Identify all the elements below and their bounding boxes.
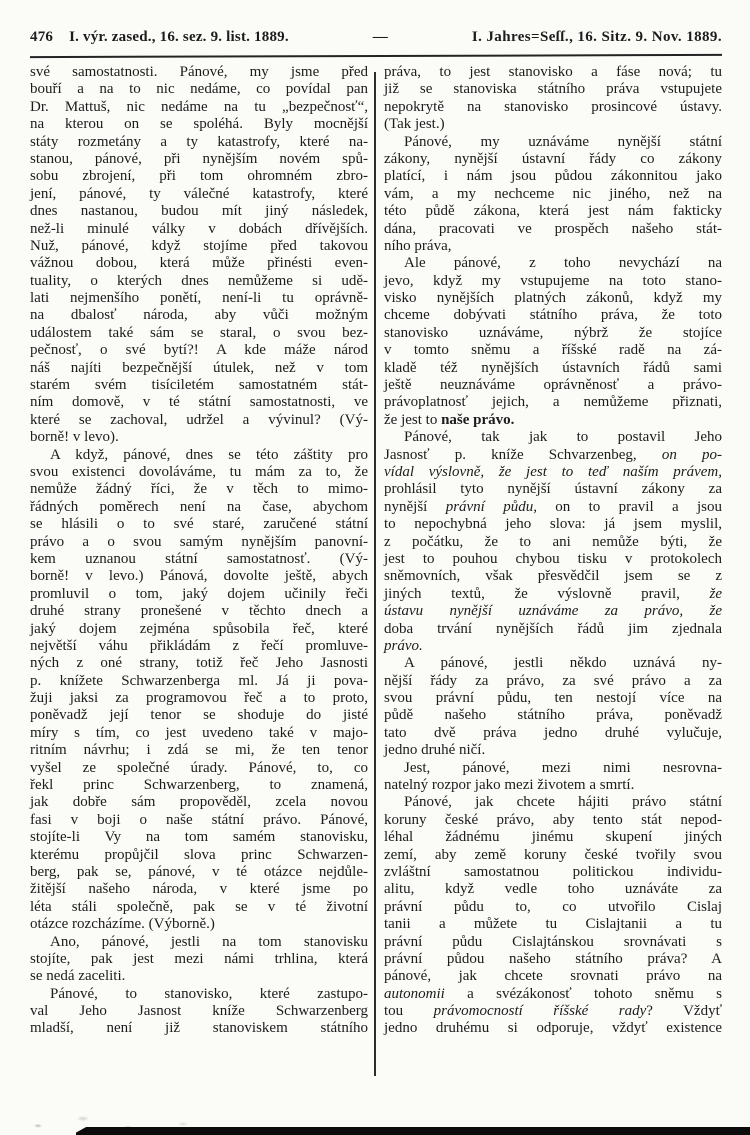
- text-line: borně! v levo.) Pánová, dovolte ještě, abych: [30, 568, 368, 585]
- text-line: právní půdu Cislajtánskou srovnávati s: [384, 933, 722, 950]
- paragraph: [30, 934, 368, 986]
- text-line: této půdě zákona, která jest nám fakticky: [384, 203, 722, 220]
- text-line: tato dvě práva jedno druhé vylučuje,: [384, 724, 722, 741]
- text-line: ústavu nynější uznáváme za právo, že: [384, 603, 722, 620]
- header-czech: I. výr. zased., 16. sez. 9. list. 1889.: [69, 29, 289, 45]
- text-line: ním domově, v té státní samostatnosti, ve: [30, 394, 368, 411]
- text-line: A když, pánové, dnes se této záštity pro: [50, 446, 368, 463]
- text-line: stojíte, pak jest mezi námi trhlina, která: [30, 950, 368, 967]
- text-line: náš najíti bezpečnější útulek, než v tom: [30, 359, 368, 376]
- text-line: se hlásili o to své staré, zaručené státní: [30, 516, 368, 533]
- text-line: Pánové, jak chcete hájiti právo státní: [404, 794, 722, 811]
- text-line: stojíte-li Vy na tom samém stanovisku,: [30, 829, 368, 846]
- text-line: ještě neuznáváme oprávněnosť a právo-: [384, 377, 722, 394]
- text-line: jak dobře sám propověděl, zcela novou: [30, 794, 368, 811]
- text-line: lati nejmenšího ponětí, není-li tu oprávně-: [30, 290, 368, 307]
- paragraph: [384, 255, 722, 429]
- text-line: jedno druhé ničí.: [384, 742, 486, 759]
- text-line: starém svém tisíciletém samostatném stát-: [30, 377, 368, 394]
- text-line: zákony, nynější ústavní řády co zákony: [384, 150, 722, 167]
- text-line: než-li minulé války v dobách dřívějších.: [30, 220, 368, 237]
- text-line: Pánové, my uznáváme nynější státní: [404, 133, 722, 150]
- text-line: v tomto sněmu a říšské radě na zá-: [384, 342, 722, 359]
- text-line: Nuž, pánové, když stojíme před takovou: [30, 237, 368, 254]
- text-line: řádných poměrech není na čase, abychom: [30, 498, 368, 515]
- text-line: vyšel ze společné úrady. Pánové, to, co: [30, 759, 368, 776]
- text-line: vám, a my nechceme nic jiného, než na: [384, 185, 722, 202]
- text-line: nepokrytě na stanovisko prosincové ústavy.: [384, 98, 722, 115]
- text-line: alitu, když vedle toho uznáváte za: [384, 881, 722, 898]
- text-line: A pánové, jestli někdo uznává ny-: [404, 655, 722, 672]
- text-line: státy rozmetány a ty katastrofy, které na-: [30, 133, 368, 150]
- text-line: Dr. Mattuš, nic nedáme na tu „bezpečnosť“,: [30, 98, 368, 115]
- text-line: tuality, o kterých dnes nemůžeme si udě-: [30, 272, 368, 289]
- text-line: doba trvání nynějších řádů jim zjednala: [384, 620, 722, 637]
- column-left: [30, 64, 368, 1038]
- text-line: platící, i nám jsou půdou zákonnitou jako: [384, 168, 722, 185]
- text-line: pečnosť, o své bytí?! A kde máže národ: [30, 342, 368, 359]
- text-line: ritním návrhu; i zdá se mi, že ten tenor: [30, 742, 368, 759]
- text-line: p. knížete Schwarzenberga ml. Já ji pova-: [30, 672, 368, 689]
- scan-edge-artifact: [76, 1127, 750, 1135]
- text-line: Ano, pánové, jestli na tom stanovisku: [50, 933, 368, 950]
- paragraph: [384, 64, 722, 134]
- text-line: právo a o svou samým nynějším panovní-: [30, 533, 368, 550]
- paragraph: [384, 760, 722, 795]
- text-line: borně! v levo).: [30, 429, 119, 446]
- header-rule: [30, 54, 722, 58]
- text-line: Pánové, tak jak to postavil Jeho: [404, 429, 722, 446]
- text-line: žuji jaksi za programovou řeč a to proto,: [30, 690, 368, 707]
- paragraph: [30, 447, 368, 934]
- text-line: chceme dobývati státního práva, že toto: [384, 307, 722, 324]
- text-line: které se zachoval, udržel a vývinul? (Vý-: [30, 411, 368, 428]
- text-line: berg, pak se, pánové, v té otázce nejdůle-: [30, 863, 368, 880]
- text-line: natelný rozpor jako mezi životem a smrtí.: [384, 777, 635, 794]
- text-line: koruny české právo, aby tento stát nepod-: [384, 811, 722, 828]
- text-line: poněvadž její tenor se shoduje do jisté: [30, 707, 368, 724]
- text-line: půdě našeho státního práva, poněvadž: [384, 707, 722, 724]
- text-line: že jest to naše právo.: [384, 411, 515, 428]
- text-line: největší váhu přikládám z řečí promluve-: [30, 637, 368, 654]
- text-line: léhal žádnému jinému skupení jiných: [384, 829, 722, 846]
- column-divider: [374, 72, 376, 1076]
- text-line: to nepochybná jeho slova: já jsem myslil,: [384, 516, 722, 533]
- text-line: dána, pracovati ve prospěch našeho stát-: [384, 220, 722, 237]
- text-line: svou právní půdu, ten nestojí více na: [384, 690, 722, 707]
- text-line: bouří a na to nic nedáme, co povídal pan: [30, 81, 368, 98]
- text-line: na kterou on se spoléhá. Byly mocnější: [30, 116, 368, 133]
- text-line: své samostatnosti. Pánové, my jsme před: [30, 64, 368, 80]
- text-line: na dbalosť národa, aby vůči možným: [30, 307, 368, 324]
- column-right: [384, 64, 722, 1038]
- text-line: mladší, není již stanoviskem státního: [30, 1020, 368, 1037]
- text-line: právoplatnosť jejich, a nemůžeme přiznati,: [384, 394, 722, 411]
- text-line: prohlásil tyto nynější ústavní zákony za: [384, 481, 722, 498]
- paragraph: [30, 986, 368, 1038]
- header-separator: —: [372, 29, 388, 45]
- text-line: stanou, pánové, při nynějším novém spů-: [30, 150, 368, 167]
- text-line: z počátku, že to ani nemůže býti, že: [384, 533, 722, 550]
- text-line: tou právomocností říšské rady? Vždyť: [384, 1003, 722, 1020]
- paragraph: [30, 64, 368, 447]
- text-line: jest to pouhou chybou tisku v protokolech: [384, 550, 722, 567]
- text-line: jevo, když my vstupujeme na toto stano-: [384, 272, 722, 289]
- text-line: zvláštní samostatnou politickou individu-: [384, 863, 722, 880]
- page-number: 476: [30, 29, 54, 45]
- text-line: jaký dojem zejména spůsobila řeč, které: [30, 620, 368, 637]
- header-german: I. Jahres=Seſſ., 16. Sitz. 9. Nov. 1889.: [471, 29, 722, 45]
- text-line: svou existenci dovoláváme, tu mám za to, že: [30, 463, 368, 480]
- text-line: otázce rozcházíme. (Výborně.): [30, 916, 215, 933]
- text-line: kterému propůjčil slova princ Schwarzen-: [30, 846, 368, 863]
- text-line: visko nynějších platných zákonů, když my: [384, 290, 722, 307]
- text-line: pánové, jak chcete srovnati právo na: [384, 968, 722, 985]
- text-line: ního práva,: [384, 237, 452, 254]
- text-line: právní půdou našeho státního práva? A: [384, 950, 722, 967]
- text-line: jiných textů, že výslovně pravil, že: [384, 585, 722, 602]
- paragraph: [384, 429, 722, 655]
- text-line: autonomii a svézákonosť tohoto sněmu s: [384, 985, 722, 1002]
- text-line: tanii a můžete tu Cislajtanii a tu: [384, 916, 722, 933]
- text-line: sobu zbrojení, při tom ohromném zbro-: [30, 168, 368, 185]
- paragraph: [384, 134, 722, 256]
- text-line: Jest, pánové, mezi nimi nesrovna-: [404, 759, 722, 776]
- text-line: val Jeho Jasnost kníže Schwarzenberg: [30, 1003, 368, 1020]
- text-line: stanovisko uznáváme, nýbrž že stojíce: [384, 324, 722, 341]
- text-line: právo.: [384, 637, 423, 654]
- text-line: Pánové, to stanovisko, které zastupo-: [50, 985, 368, 1002]
- text-line: práva, to jest stanovisko a fáse nová; tu: [384, 64, 722, 80]
- text-line: vážnou dobou, která může přinésti even-: [30, 255, 368, 272]
- text-line: se nedá zaceliti.: [30, 968, 126, 985]
- text-line: jení, pánové, ty válečné katastrofy, které: [30, 185, 368, 202]
- text-line: jedno druhému si odporuje, vždyť existence: [384, 1020, 722, 1037]
- text-line: druhé strany pronešené v těchto dnech a: [30, 603, 368, 620]
- text-line: vídal výslovně, že jest to teď naším právem,: [384, 463, 722, 480]
- text-line: (Tak jest.): [384, 116, 445, 133]
- text-line: již se stanoviska státního práva vstupujete: [384, 81, 722, 98]
- text-line: událostem také sám se staral, o svou bez-: [30, 324, 368, 341]
- text-line: Ale pánové, z toho nevychází na: [404, 255, 722, 272]
- text-line: zemí, aby země koruny české tvořily svou: [384, 846, 722, 863]
- text-line: kem uznanou státní samostatnosť. (Vý-: [30, 550, 368, 567]
- text-line: právní půdu to, co utvořilo Cislaj: [384, 898, 722, 915]
- text-line: ných z oné strany, totiž řeč Jeho Jasnosti: [30, 655, 368, 672]
- paragraph: [384, 655, 722, 759]
- text-line: sněmovních, však přesvědčil jsem se z: [384, 568, 722, 585]
- paragraph: [384, 794, 722, 1037]
- text-line: míry s tím, co jest uvedeno také v majo-: [30, 724, 368, 741]
- page-header: [30, 29, 722, 46]
- text-line: nější řády za právo, za své právo a za: [384, 672, 722, 689]
- text-line: řekl princ Schwarzenberg, to znamená,: [30, 777, 368, 794]
- text-line: promluvil o tom, jaký dojem učinily řeči: [30, 585, 368, 602]
- text-line: dnes nastanou, budou mít jiný následek,: [30, 203, 368, 220]
- header-left-group: [30, 29, 289, 46]
- text-line: fasi v boji o naše státní právo. Pánové,: [30, 811, 368, 828]
- text-line: žitější našeho národa, v které jsme po: [30, 881, 368, 898]
- text-line: nynější právní půdu, on to pravil a jsou: [384, 498, 722, 515]
- text-line: nemůže žádný říci, že v těch to mimo-: [30, 481, 368, 498]
- text-line: kladě též nynějších ústavních řádů sami: [384, 359, 722, 376]
- text-line: léta stáli společně, pak se v té životní: [30, 898, 368, 915]
- text-line: Jasnosť p. kníže Schvarzenbeg, on po-: [384, 446, 723, 463]
